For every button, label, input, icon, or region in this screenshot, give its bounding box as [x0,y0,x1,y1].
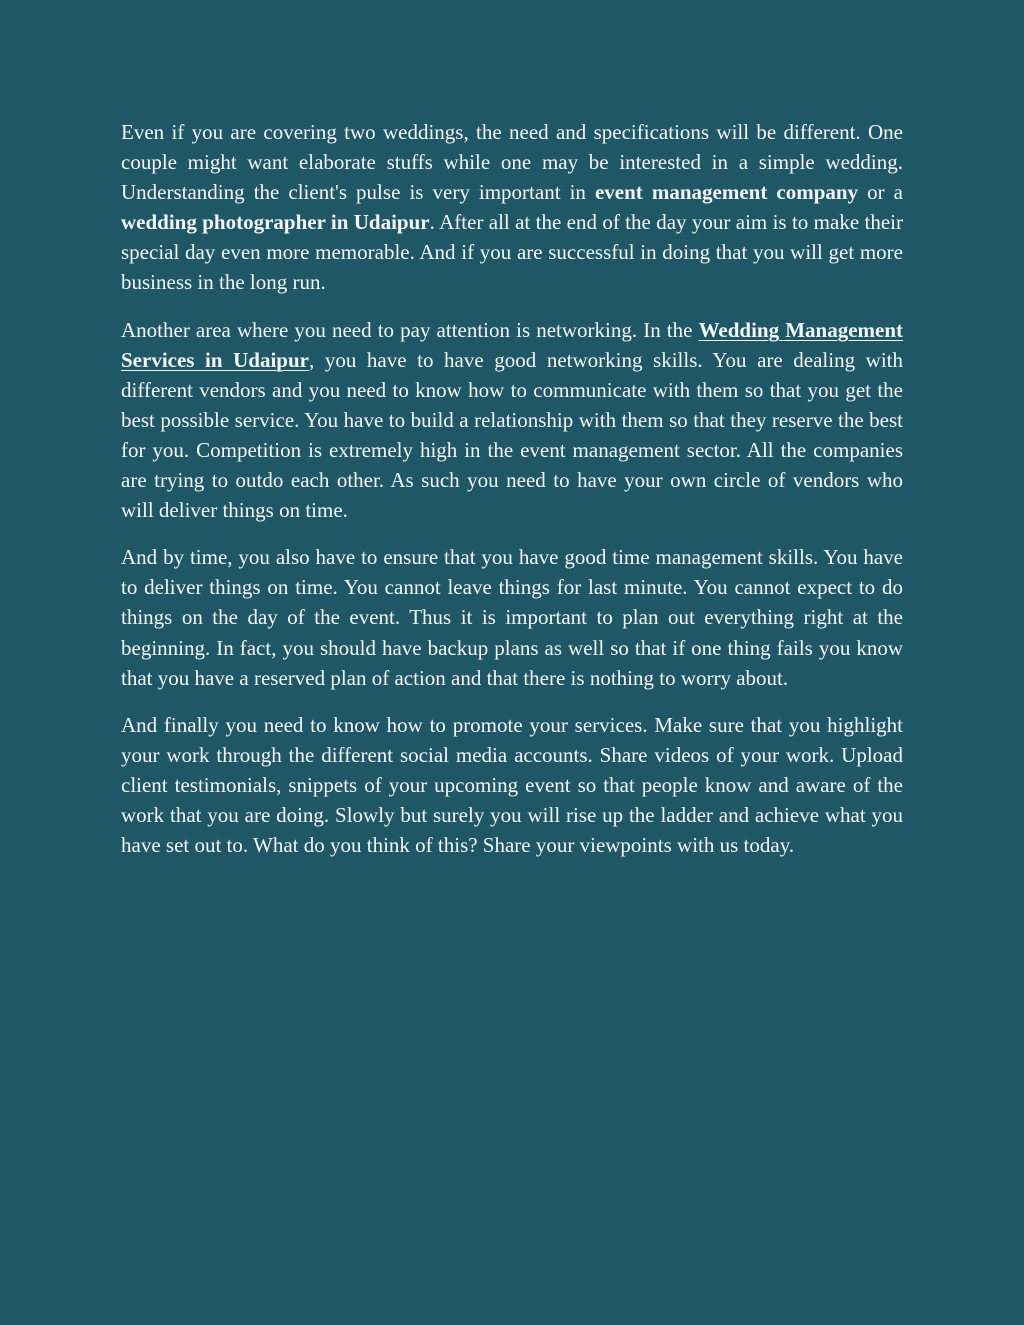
paragraph-1-text-end: . After all at the end of the day your aim is to make their special day even more memorable. And if you are successful in doing that you will get more business in the long run. [121,210,903,295]
paragraph-4: And finally you need to know how to promote your services. Make sure that you highlight your work through the different social media accounts. Share videos of your work. Upload client testimonials, snippets of your upcoming event so that people know and aware of the work that you are doing. Slowly but surely you will rise up the ladder and achieve what you have set out to. What do you think of this? Share your viewpoints with us today. [121,712,903,858]
paragraph-1 [121,117,903,298]
wedding-photographer-keyword: wedding photographer in Udaipur [121,210,430,235]
article-body [121,117,903,877]
paragraph-2-text-end: , you have to have good networking skills. You are dealing with different vendors and you need to know how to communicate with them so that you get the best possible service. You have to build a relationship with them so that they reserve the best for you. Competition is extremely high in the event management sector. All the companies are trying to outdo each other. As such you need to have your own circle of vendors who will deliver things on time. [121,347,903,523]
paragraph-1-text-start: Even if you are covering two weddings, the need and specifications will be different. One couple might want elaborate stuffs while one may be interested in a simple wedding. Understanding the client's pulse is very important in [121,120,903,205]
paragraph-2-text-start: Another area where you need to pay attention is networking. In the [121,317,699,342]
paragraph-2 [121,315,903,526]
event-management-company-keyword: event management company [594,180,859,205]
wedding-management-services-link[interactable]: Wedding Management Services in Udaipur [121,317,904,372]
paragraph-1-text-mid: or a [858,180,903,205]
paragraph-3: And by time, you also have to ensure that you have good time management skills. You have to deliver things on time. You cannot leave things for last minute. You cannot expect to do things on the day of the event. Thus it is important to plan out everything right at the beginning. In fact, you should have backup plans as well so that if one thing fails you know that you have a reserved plan of action and that there is nothing to worry about. [121,545,903,690]
